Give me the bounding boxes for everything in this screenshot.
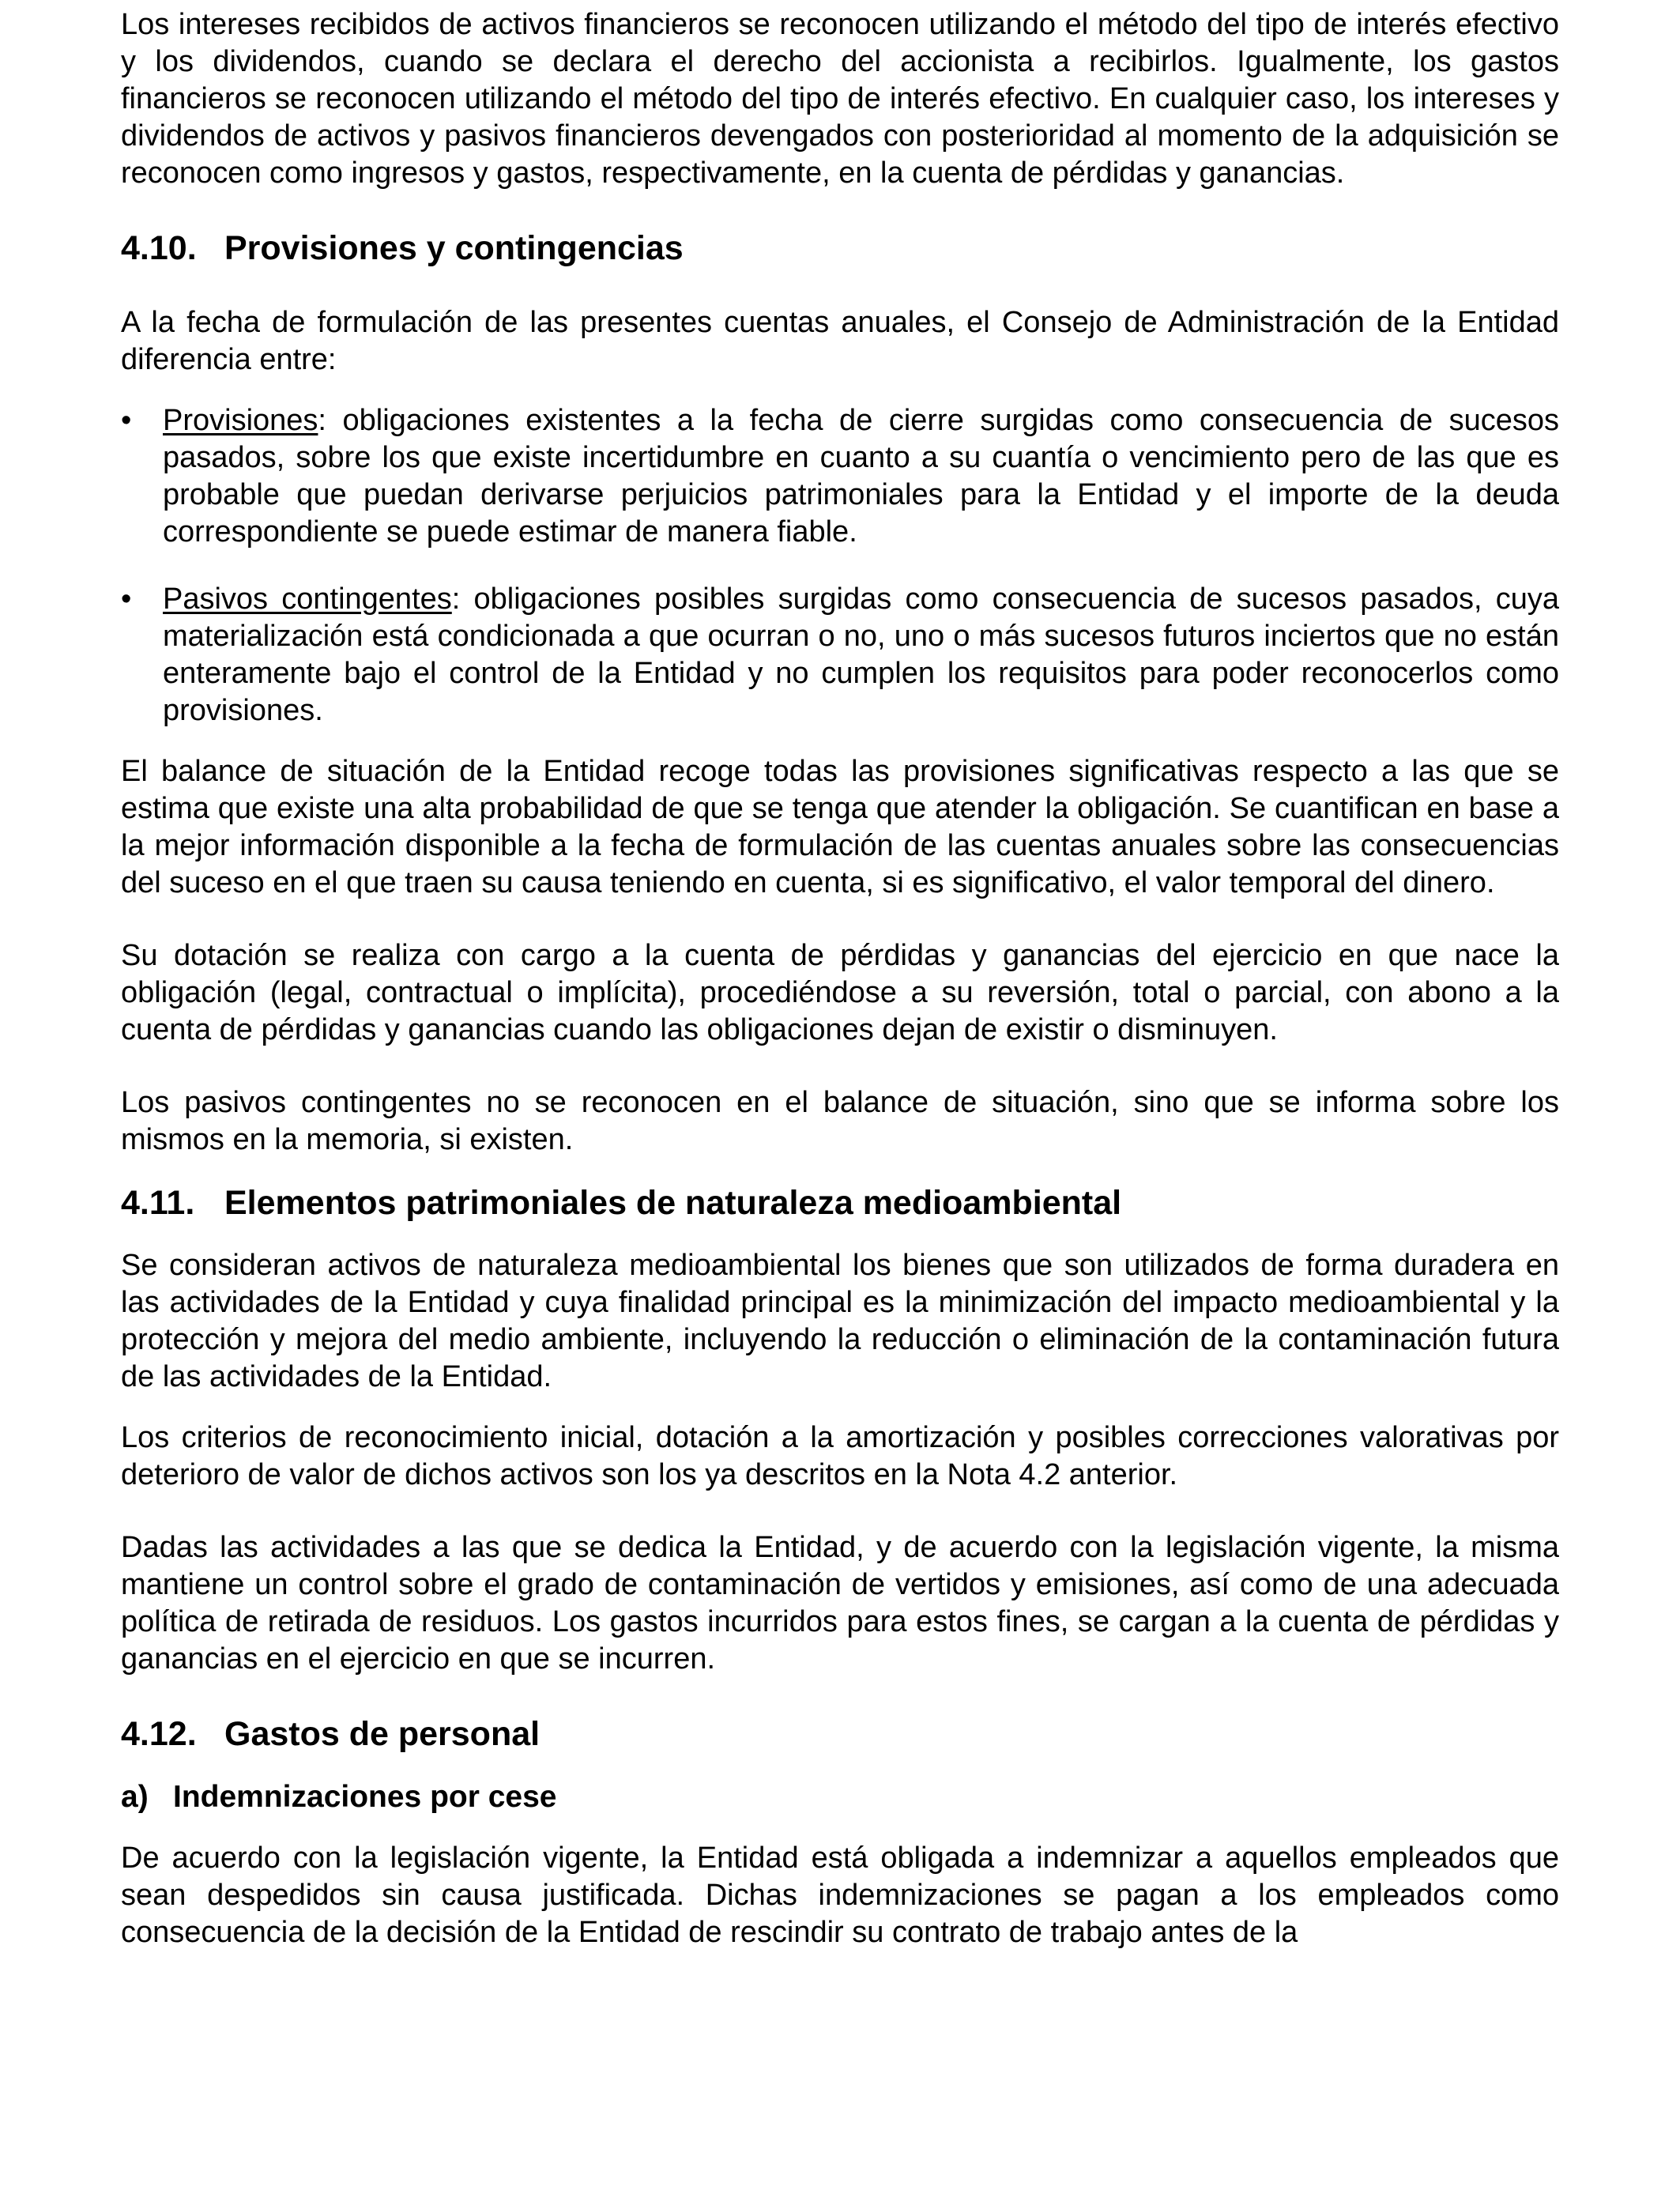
section-number: 4.12. — [121, 1715, 197, 1753]
paragraph-severance: De acuerdo con la legislación vigente, la Entidad está obligada a indemnizar a aquellos empleados que sean despedidos sin causa justificada. Dichas indemnizaciones se pagan a los empleados como consecuencia de la decisión de la Entidad de rescindir su contrato de trabajo antes de la — [121, 1842, 1559, 1949]
section-title: Provisiones y contingencias — [224, 229, 684, 267]
bullet-term: Provisiones — [163, 404, 318, 437]
paragraph-contingent-liabilities: Los pasivos contingentes no se reconocen en el balance de situación, sino que se informa sobre los mismos en la memoria, si existen. — [121, 1086, 1559, 1156]
heading-4-12 — [121, 1713, 1559, 1755]
heading-4-11 — [121, 1182, 1559, 1223]
bullet-icon: • — [121, 404, 132, 437]
document-page — [121, 6, 1559, 1951]
heading-4-10 — [121, 228, 1559, 269]
paragraph-dotacion: Su dotación se realiza con cargo a la cuenta de pérdidas y ganancias del ejercicio en que nace la obligación (legal, contractual o implícita), procediéndose a su reversión, total o parcial, con abono a la cuenta de pérdidas y ganancias cuando las obligaciones dejan de existir o disminuyen. — [121, 939, 1559, 1046]
bullet-text: : obligaciones posibles surgidas como consecuencia de sucesos pasados, cuya materialización está condicionada a que ocurran o no, uno o más sucesos futuros inciertos que no están enteramente bajo el control de la Entidad y no cumplen los requisitos para poder reconocerlos como provisiones. — [163, 582, 1559, 727]
section-number: 4.10. — [121, 229, 197, 267]
paragraph-financial-interest: Los intereses recibidos de activos financieros se reconocen utilizando el método del tipo de interés efectivo y los dividendos, cuando se declara el derecho del accionista a recibirlos. Igualmente, los gastos financieros se reconocen utilizando el método del tipo de interés efectivo. En cualquier caso, los intereses y dividendos de activos y pasivos financieros devengados con posterioridad al momento de la adquisición se reconocen como ingresos y gastos, respectivamente, en la cuenta de pérdidas y ganancias. — [121, 8, 1559, 190]
section-number: 4.11. — [121, 1184, 195, 1222]
section-title: Gastos de personal — [224, 1715, 541, 1753]
bullet-item-provisiones — [121, 402, 1559, 551]
paragraph-balance-provisions: El balance de situación de la Entidad recoge todas las provisiones significativas respecto a las que se estima que existe una alta probabilidad de que se tenga que atender la obligación. Se cuantifican en base a la mejor información disponible a la fecha de formulación de las cuentas anuales sobre las consecuencias del suceso en el que traen su causa teniendo en cuenta, si es significativo, el valor temporal del dinero. — [121, 755, 1559, 899]
paragraph-contamination-control: Dadas las actividades a las que se dedica la Entidad, y de acuerdo con la legislación vigente, la misma mantiene un control sobre el grado de contaminación de vertidos y emisiones, así como de una adecuada política de retirada de residuos. Los gastos incurridos para estos fines, se cargan a la cuenta de pérdidas y ganancias en el ejercicio en que se incurren. — [121, 1531, 1559, 1676]
bullet-term: Pasivos contingentes — [163, 582, 452, 616]
bullet-text: : obligaciones existentes a la fecha de cierre surgidas como consecuencia de sucesos pasados, sobre los que existe incertidumbre en cuanto a su cuantía o vencimiento pero de las que es probable que puedan derivarse perjuicios patrimoniales para la Entidad y el importe de la deuda correspondiente se puede estimar de manera fiable. — [163, 404, 1559, 548]
section-title: Elementos patrimoniales de naturaleza medioambiental — [224, 1184, 1122, 1222]
paragraph-provisions-intro: A la fecha de formulación de las presentes cuentas anuales, el Consejo de Administración de la Entidad diferencia entre: — [121, 306, 1559, 376]
paragraph-environmental-assets: Se consideran activos de naturaleza medioambiental los bienes que son utilizados de forma duradera en las actividades de la Entidad y cuya finalidad principal es la minimización del impacto medioambiental y la protección y mejora del medio ambiente, incluyendo la reducción o eliminación de la contaminación futura de las actividades de la Entidad. — [121, 1249, 1559, 1393]
provisions-bullet-list — [121, 402, 1559, 729]
paragraph-recognition-criteria: Los criterios de reconocimiento inicial, dotación a la amortización y posibles correcciones valorativas por deterioro de valor de dichos activos son los ya descritos en la Nota 4.2 anterior. — [121, 1421, 1559, 1491]
subheading-a-indemnizaciones — [121, 1778, 1559, 1816]
subsection-label: a) — [121, 1780, 149, 1814]
bullet-icon: • — [121, 582, 132, 616]
bullet-item-pasivos-contingentes — [121, 581, 1559, 729]
subsection-title: Indemnizaciones por cese — [173, 1780, 557, 1814]
